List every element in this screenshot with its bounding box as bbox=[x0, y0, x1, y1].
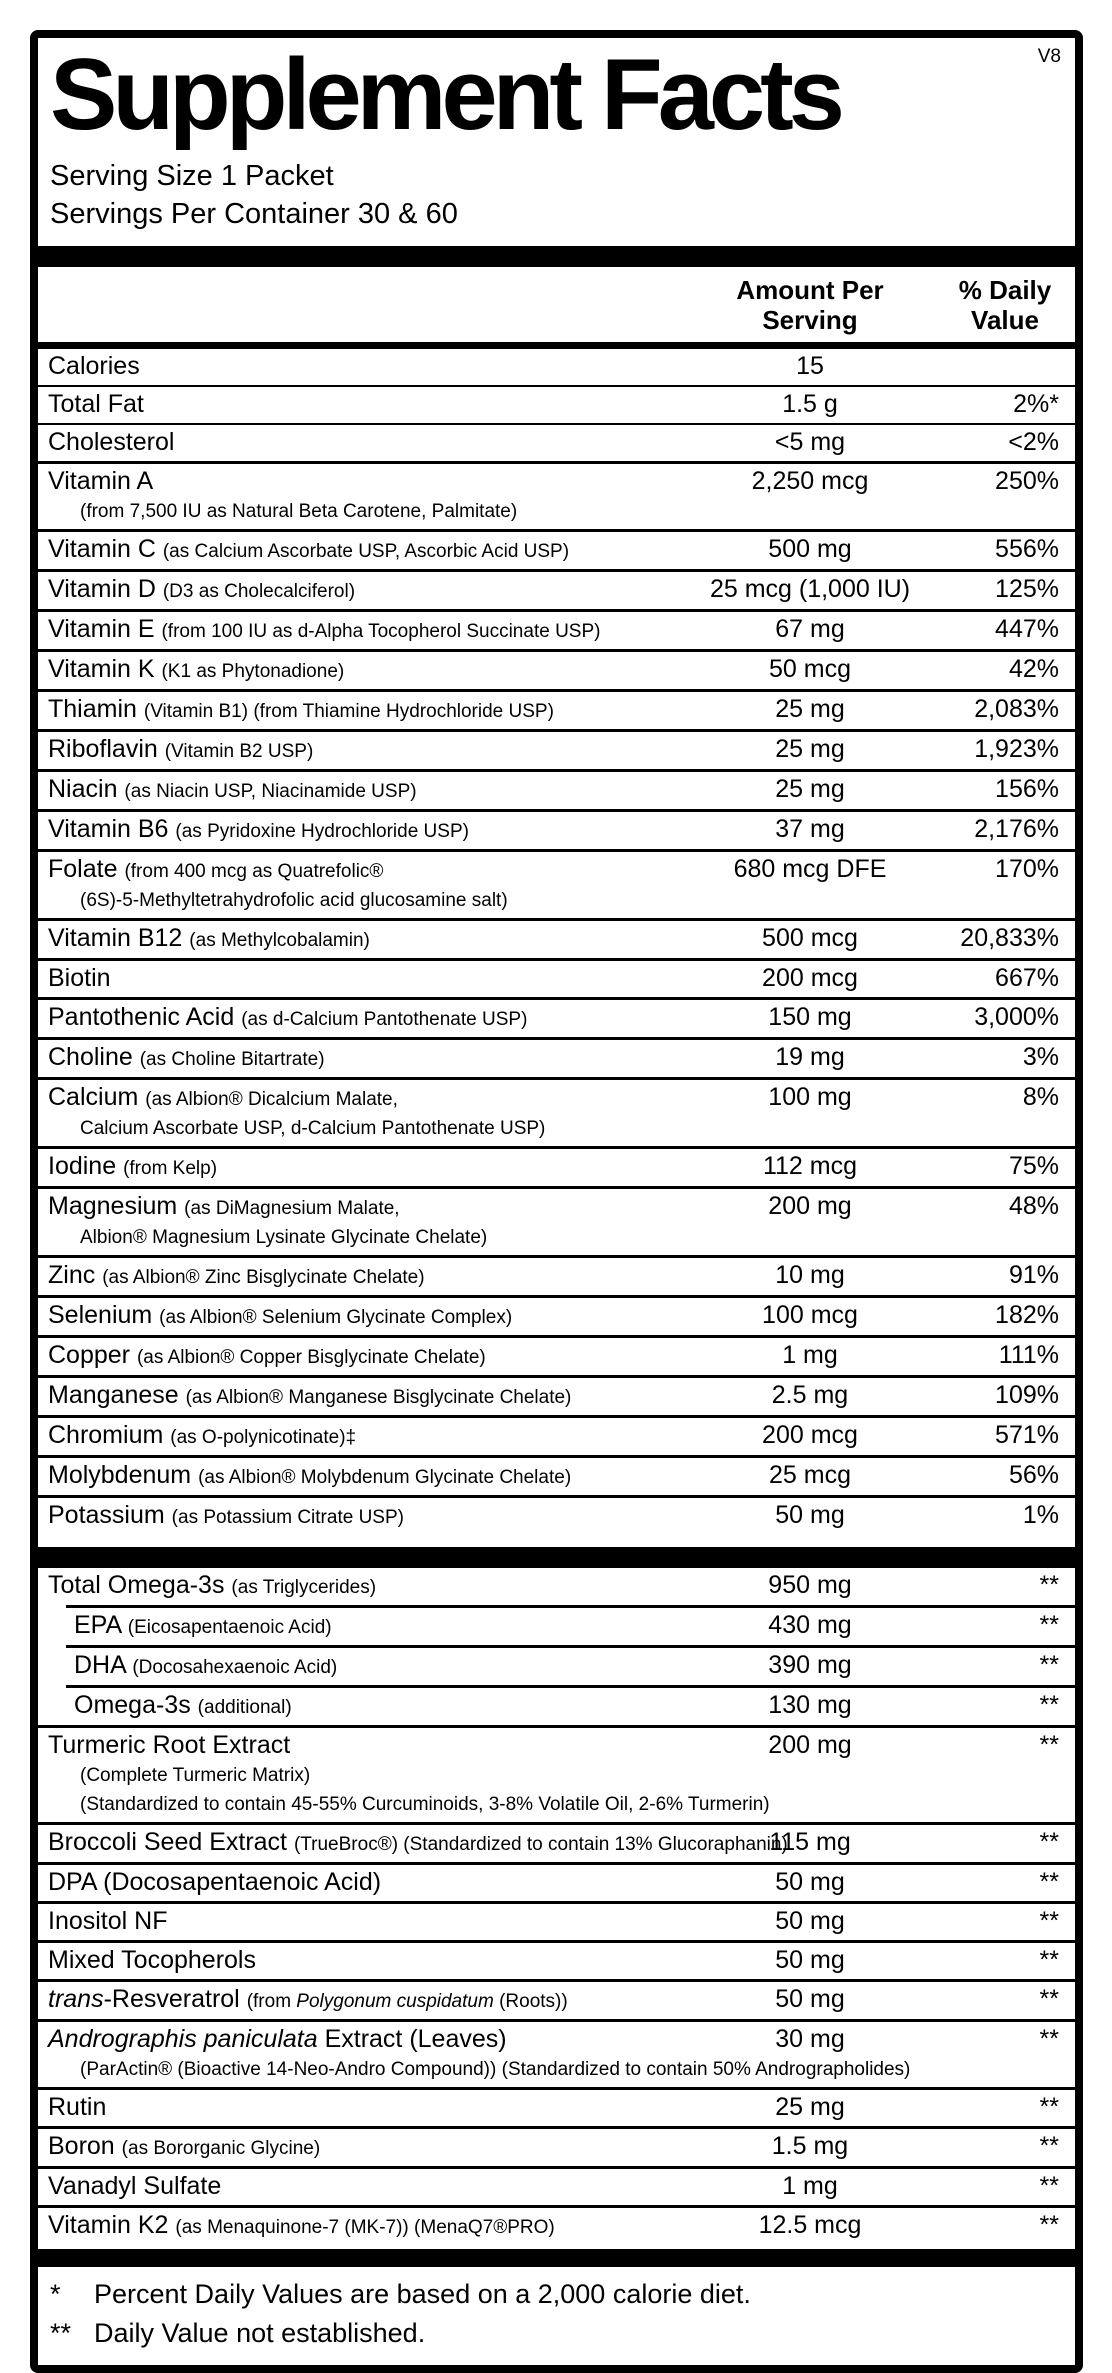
nutrient-source: (as d-Calcium Pantothenate USP) bbox=[241, 1008, 528, 1030]
dv-cell: 56% bbox=[1008, 1460, 1059, 1489]
table-row bbox=[38, 1865, 1075, 1901]
section-divider-bar bbox=[38, 1547, 1075, 1568]
table-row bbox=[38, 1608, 1075, 1645]
amount-cell: 67 mg bbox=[775, 614, 845, 643]
dv-cell: 111% bbox=[998, 1340, 1059, 1369]
table-row bbox=[38, 2022, 1075, 2087]
amount-cell: 500 mcg bbox=[762, 923, 858, 952]
table-row bbox=[38, 2208, 1075, 2245]
table-row bbox=[38, 1258, 1075, 1295]
nutrient-name: Choline (as Choline Bitartrate) bbox=[48, 1042, 325, 1071]
nutrient-name: Inositol NF bbox=[48, 1906, 168, 1935]
nutrient-name: Boron (as Bororganic Glycine) bbox=[48, 2131, 321, 2160]
nutrient-detail: (6S)-5-Methyltetrahydrofolic acid glucosamine salt) bbox=[80, 889, 508, 911]
dv-cell: 3,000% bbox=[974, 1002, 1059, 1031]
dv-cell: 556% bbox=[995, 534, 1059, 563]
amount-cell: 25 mg bbox=[775, 774, 845, 803]
footnotes bbox=[38, 2267, 1075, 2355]
nutrient-source: (as Niacin USP, Niacinamide USP) bbox=[124, 780, 417, 802]
table-row bbox=[38, 1825, 1075, 1862]
dv-cell: ** bbox=[1039, 1730, 1059, 1759]
dv-cell: 1% bbox=[1022, 1500, 1059, 1529]
amount-cell: 430 mg bbox=[768, 1610, 852, 1639]
amount-cell: 2.5 mg bbox=[771, 1380, 849, 1409]
nutrient-source: (as Potassium Citrate USP) bbox=[171, 1506, 404, 1528]
footnote-marker: ** bbox=[50, 2318, 72, 2349]
table-row bbox=[38, 652, 1075, 689]
nutrient-name: Biotin bbox=[48, 963, 111, 992]
dv-cell: 2%* bbox=[1013, 389, 1059, 418]
table-row bbox=[38, 2090, 1075, 2126]
table-row bbox=[38, 1688, 1075, 1725]
dv-cell: ** bbox=[1039, 2171, 1059, 2200]
table-row bbox=[38, 1378, 1075, 1415]
amount-cell: 1 mg bbox=[782, 1340, 838, 1369]
dv-cell: 250% bbox=[995, 466, 1059, 495]
amount-cell: 100 mg bbox=[768, 1082, 852, 1111]
section-divider-bar bbox=[38, 2249, 1075, 2267]
amount-cell: 200 mcg bbox=[762, 1420, 858, 1449]
dv-cell: ** bbox=[1039, 1867, 1059, 1896]
nutrient-name: Vitamin B12 (as Methylcobalamin) bbox=[48, 923, 370, 952]
dv-cell: 20,833% bbox=[960, 923, 1059, 952]
nutrient-name: Magnesium (as DiMagnesium Malate, bbox=[48, 1191, 400, 1220]
dv-cell: ** bbox=[1039, 1906, 1059, 1935]
amount-cell: 115 mg bbox=[769, 1827, 851, 1856]
nutrient-name: Cholesterol bbox=[48, 427, 175, 456]
amount-cell: 1.5 mg bbox=[771, 2131, 849, 2160]
nutrient-source: (as Albion® Copper Bisglycinate Chelate) bbox=[136, 1346, 486, 1368]
nutrient-source: (Docosahexaenoic Acid) bbox=[132, 1656, 338, 1678]
table-row bbox=[38, 464, 1075, 529]
dv-cell: ** bbox=[1039, 2210, 1059, 2239]
nutrient-source: (as Calcium Ascorbate USP, Ascorbic Acid USP) bbox=[162, 540, 570, 562]
table-row bbox=[38, 732, 1075, 769]
table-row bbox=[38, 387, 1075, 423]
nutrient-name: Folate (from 400 mcg as Quatrefolic® bbox=[48, 854, 384, 883]
dv-cell: 3% bbox=[1022, 1042, 1059, 1071]
column-headers bbox=[38, 267, 1075, 342]
nutrient-detail: Calcium Ascorbate USP, d-Calcium Pantothenate USP) bbox=[80, 1117, 546, 1139]
amount-cell: 130 mg bbox=[768, 1690, 852, 1719]
nutrient-source: (as Albion® Manganese Bisglycinate Chelate) bbox=[185, 1386, 572, 1408]
nutrient-name: Calories bbox=[48, 351, 140, 380]
amount-cell: 37 mg bbox=[775, 814, 845, 843]
nutrient-source: (TrueBroc®) (Standardized to contain 13% Glucoraphanin) bbox=[293, 1833, 788, 1855]
nutrient-source: (as Albion® Zinc Bisglycinate Chelate) bbox=[102, 1266, 425, 1288]
nutrient-name: EPA (Eicosapentaenoic Acid) bbox=[74, 1610, 332, 1639]
amount-cell: 1 mg bbox=[782, 2171, 838, 2200]
table-row bbox=[38, 812, 1075, 849]
nutrient-source: (as O-polynicotinate)‡ bbox=[170, 1426, 357, 1448]
dv-cell: ** bbox=[1039, 1570, 1059, 1599]
amount-cell: 150 mg bbox=[768, 1002, 852, 1031]
title-block bbox=[38, 38, 1075, 151]
nutrient-source: (as DiMagnesium Malate, bbox=[184, 1197, 400, 1219]
dv-cell: 156% bbox=[995, 774, 1059, 803]
table-row bbox=[38, 425, 1075, 461]
amount-cell: 10 mg bbox=[775, 1260, 845, 1289]
footnote bbox=[50, 2275, 1075, 2314]
table-row bbox=[38, 772, 1075, 809]
amount-cell: 200 mg bbox=[768, 1730, 852, 1759]
amount-cell: 500 mg bbox=[768, 534, 852, 563]
nutrient-source: (D3 as Cholecalciferol) bbox=[162, 580, 356, 602]
nutrient-name: Molybdenum (as Albion® Molybdenum Glycinate Chelate) bbox=[48, 1460, 572, 1489]
footnote-text: Daily Value not established. bbox=[94, 2318, 426, 2349]
nutrient-name: Manganese (as Albion® Manganese Bisglycinate Chelate) bbox=[48, 1380, 572, 1409]
version-tag: V8 bbox=[1037, 46, 1061, 67]
nutrient-source: (as Bororganic Glycine) bbox=[121, 2137, 321, 2159]
amount-cell: 50 mcg bbox=[769, 654, 851, 683]
nutrient-source: (additional) bbox=[197, 1696, 292, 1718]
serving-size: Serving Size 1 Packet bbox=[50, 160, 334, 193]
nutrient-source: (from Polygonum cuspidatum (Roots)) bbox=[246, 1990, 568, 2012]
nutrient-name: Turmeric Root Extract bbox=[48, 1730, 291, 1759]
dv-cell: 91% bbox=[1008, 1260, 1059, 1289]
table-row bbox=[38, 961, 1075, 997]
amount-cell: 950 mg bbox=[768, 1570, 852, 1599]
dv-cell: ** bbox=[1039, 2131, 1059, 2160]
table-row bbox=[38, 1149, 1075, 1186]
amount-cell: 100 mcg bbox=[762, 1300, 858, 1329]
table-row bbox=[38, 1904, 1075, 1940]
dv-cell: <2% bbox=[1008, 427, 1059, 456]
nutrient-name: Vitamin E (from 100 IU as d-Alpha Tocopherol Succinate USP) bbox=[48, 614, 601, 643]
table-row bbox=[38, 852, 1075, 918]
dv-cell: 447% bbox=[995, 614, 1059, 643]
nutrient-source: (as Choline Bitartrate) bbox=[139, 1048, 325, 1070]
amount-header: Amount Per Serving bbox=[736, 274, 884, 336]
nutrient-source: (Vitamin B2 USP) bbox=[164, 740, 314, 762]
amount-cell: 30 mg bbox=[775, 2024, 845, 2053]
nutrient-source: (K1 as Phytonadione) bbox=[161, 660, 345, 682]
dv-cell: ** bbox=[1039, 1610, 1059, 1639]
amount-cell: <5 mg bbox=[774, 427, 846, 456]
table-row bbox=[38, 1338, 1075, 1375]
amount-cell: 50 mg bbox=[775, 1945, 845, 1974]
nutrient-name: Chromium (as O-polynicotinate)‡ bbox=[48, 1420, 357, 1449]
amount-cell: 1.5 g bbox=[782, 389, 838, 418]
nutrient-source: (as Pyridoxine Hydrochloride USP) bbox=[175, 820, 469, 842]
amount-cell: 25 mg bbox=[775, 734, 845, 763]
dv-cell: 109% bbox=[995, 1380, 1059, 1409]
nutrient-source: (as Methylcobalamin) bbox=[189, 929, 370, 951]
dv-cell: 75% bbox=[1008, 1151, 1059, 1180]
supplement-facts-panel bbox=[30, 30, 1083, 2373]
table-row bbox=[38, 1458, 1075, 1495]
amount-cell: 390 mg bbox=[768, 1650, 852, 1679]
amount-cell: 112 mcg bbox=[762, 1151, 858, 1180]
table-row bbox=[38, 612, 1075, 649]
table-row bbox=[38, 1568, 1075, 1605]
table-row bbox=[38, 692, 1075, 729]
nutrient-detail: Albion® Magnesium Lysinate Glycinate Chelate) bbox=[80, 1226, 488, 1248]
nutrient-name: Riboflavin (Vitamin B2 USP) bbox=[48, 734, 314, 763]
nutrient-name: Rutin bbox=[48, 2092, 107, 2121]
nutrient-name: Vitamin K (K1 as Phytonadione) bbox=[48, 654, 345, 683]
nutrient-source: (as Albion® Selenium Glycinate Complex) bbox=[159, 1306, 513, 1328]
servings-per-container: Servings Per Container 30 & 60 bbox=[50, 198, 458, 231]
nutrition-table bbox=[38, 349, 1075, 2245]
table-row bbox=[38, 1189, 1075, 1255]
table-row bbox=[38, 1728, 1075, 1822]
nutrient-name: Vanadyl Sulfate bbox=[48, 2171, 222, 2200]
nutrient-name: Total Fat bbox=[48, 389, 144, 418]
table-row bbox=[38, 1418, 1075, 1455]
amount-cell: 680 mcg DFE bbox=[733, 854, 887, 883]
table-row bbox=[38, 2169, 1075, 2205]
nutrient-name: Thiamin (Vitamin B1) (from Thiamine Hydrochloride USP) bbox=[48, 694, 554, 723]
table-row bbox=[38, 532, 1075, 569]
nutrient-name: Vitamin D (D3 as Cholecalciferol) bbox=[48, 574, 356, 603]
amount-cell: 50 mg bbox=[775, 1867, 845, 1896]
nutrient-source: (Eicosapentaenoic Acid) bbox=[127, 1616, 332, 1638]
amount-cell: 50 mg bbox=[775, 1906, 845, 1935]
table-row bbox=[38, 1040, 1075, 1077]
nutrient-name: Selenium (as Albion® Selenium Glycinate Complex) bbox=[48, 1300, 513, 1329]
nutrient-source: (from Kelp) bbox=[123, 1157, 218, 1179]
table-row bbox=[38, 2129, 1075, 2166]
nutrient-name: Niacin (as Niacin USP, Niacinamide USP) bbox=[48, 774, 417, 803]
nutrient-source: (as Albion® Dicalcium Malate, bbox=[145, 1088, 398, 1110]
dv-cell: 125% bbox=[995, 574, 1059, 603]
nutrient-name: Pantothenic Acid (as d-Calcium Pantothenate USP) bbox=[48, 1002, 528, 1031]
nutrient-name: Iodine (from Kelp) bbox=[48, 1151, 218, 1180]
dv-cell: 1,923% bbox=[974, 734, 1059, 763]
nutrient-name: DPA (Docosapentaenoic Acid) bbox=[48, 1867, 382, 1896]
nutrient-detail: (Complete Turmeric Matrix) bbox=[80, 1764, 311, 1786]
amount-cell: 50 mg bbox=[775, 1984, 845, 2013]
table-row bbox=[38, 1080, 1075, 1146]
dv-header: % Daily Value bbox=[958, 274, 1052, 336]
amount-cell: 25 mcg bbox=[769, 1460, 851, 1489]
nutrient-name: Omega-3s (additional) bbox=[74, 1690, 292, 1719]
nutrient-name: Vitamin B6 (as Pyridoxine Hydrochloride USP) bbox=[48, 814, 469, 843]
dv-cell: ** bbox=[1039, 2024, 1059, 2053]
table-row bbox=[38, 1498, 1075, 1535]
dv-cell: 2,083% bbox=[974, 694, 1059, 723]
nutrient-name: Vitamin K2 (as Menaquinone-7 (MK-7)) (MenaQ7®PRO) bbox=[48, 2210, 555, 2239]
amount-cell: 25 mg bbox=[775, 2092, 845, 2121]
nutrient-detail: (Standardized to contain 45-55% Curcuminoids, 3-8% Volatile Oil, 2-6% Turmerin) bbox=[80, 1793, 770, 1815]
nutrient-source: (Vitamin B1) (from Thiamine Hydrochloride USP) bbox=[143, 700, 554, 722]
nutrient-name: Vitamin C (as Calcium Ascorbate USP, Ascorbic Acid USP) bbox=[48, 534, 570, 563]
nutrient-source: (from 400 mcg as Quatrefolic® bbox=[124, 860, 384, 882]
nutrient-source: (as Triglycerides) bbox=[231, 1576, 377, 1598]
dv-cell: 8% bbox=[1022, 1082, 1059, 1111]
table-row bbox=[38, 572, 1075, 609]
page-title: Supplement Facts bbox=[50, 39, 840, 151]
footnote-marker: * bbox=[50, 2278, 61, 2309]
amount-cell: 50 mg bbox=[775, 1500, 845, 1529]
nutrient-name: Copper (as Albion® Copper Bisglycinate Chelate) bbox=[48, 1340, 486, 1369]
dv-cell: ** bbox=[1039, 1690, 1059, 1719]
nutrient-source: (as Menaquinone-7 (MK-7)) (MenaQ7®PRO) bbox=[175, 2216, 555, 2238]
dv-cell: ** bbox=[1039, 1945, 1059, 1974]
dv-cell: 571% bbox=[995, 1420, 1059, 1449]
footnote bbox=[50, 2314, 1075, 2353]
nutrient-name: Vitamin A bbox=[48, 466, 154, 495]
nutrient-name: Potassium (as Potassium Citrate USP) bbox=[48, 1500, 404, 1529]
nutrient-name: Mixed Tocopherols bbox=[48, 1945, 256, 1974]
footnote-text: Percent Daily Values are based on a 2,000 calorie diet. bbox=[94, 2278, 751, 2309]
section-divider-bar bbox=[38, 246, 1075, 267]
dv-cell: 42% bbox=[1008, 654, 1059, 683]
table-row bbox=[38, 349, 1075, 385]
nutrient-name: Calcium (as Albion® Dicalcium Malate, bbox=[48, 1082, 398, 1111]
dv-cell: 667% bbox=[995, 963, 1059, 992]
nutrient-name: DHA (Docosahexaenoic Acid) bbox=[74, 1650, 338, 1679]
nutrient-detail: (from 7,500 IU as Natural Beta Carotene, Palmitate) bbox=[80, 500, 518, 522]
dv-cell: 170% bbox=[995, 854, 1059, 883]
amount-cell: 200 mg bbox=[768, 1191, 852, 1220]
dv-cell: ** bbox=[1039, 1650, 1059, 1679]
table-row bbox=[38, 1982, 1075, 2019]
amount-cell: 12.5 mcg bbox=[758, 2210, 862, 2239]
nutrient-detail: (ParActin® (Bioactive 14-Neo-Andro Compound)) (Standardized to contain 50% Andrographolides) bbox=[80, 2058, 911, 2080]
dv-cell: ** bbox=[1039, 1984, 1059, 2013]
header-rule bbox=[38, 342, 1075, 349]
amount-cell: 2,250 mcg bbox=[751, 466, 869, 495]
nutrient-source: (as Albion® Molybdenum Glycinate Chelate) bbox=[198, 1466, 572, 1488]
amount-cell: 200 mcg bbox=[762, 963, 858, 992]
nutrient-name: Andrographis paniculata Extract (Leaves) bbox=[48, 2024, 507, 2053]
table-row bbox=[38, 1000, 1075, 1037]
amount-cell: 19 mg bbox=[775, 1042, 845, 1071]
nutrient-source: (from 100 IU as d-Alpha Tocopherol Succinate USP) bbox=[161, 620, 601, 642]
nutrient-name: Zinc (as Albion® Zinc Bisglycinate Chelate) bbox=[48, 1260, 425, 1289]
nutrient-name: Total Omega-3s (as Triglycerides) bbox=[48, 1570, 377, 1599]
table-row bbox=[38, 1298, 1075, 1335]
dv-cell: 48% bbox=[1008, 1191, 1059, 1220]
amount-cell: 25 mcg (1,000 IU) bbox=[709, 574, 911, 603]
dv-cell: 2,176% bbox=[974, 814, 1059, 843]
nutrient-name: trans-Resveratrol (from Polygonum cuspidatum (Roots)) bbox=[48, 1984, 568, 2013]
dv-cell: ** bbox=[1039, 2092, 1059, 2121]
dv-cell: 182% bbox=[995, 1300, 1059, 1329]
nutrient-name: Broccoli Seed Extract (TrueBroc®) (Standardized to contain 13% Glucoraphanin) bbox=[48, 1827, 788, 1856]
amount-cell: 15 bbox=[796, 351, 824, 380]
table-row bbox=[38, 921, 1075, 958]
table-row bbox=[38, 1648, 1075, 1685]
amount-cell: 25 mg bbox=[775, 694, 845, 723]
table-row bbox=[38, 1943, 1075, 1979]
serving-info bbox=[38, 147, 1075, 234]
dv-cell: ** bbox=[1039, 1827, 1059, 1856]
